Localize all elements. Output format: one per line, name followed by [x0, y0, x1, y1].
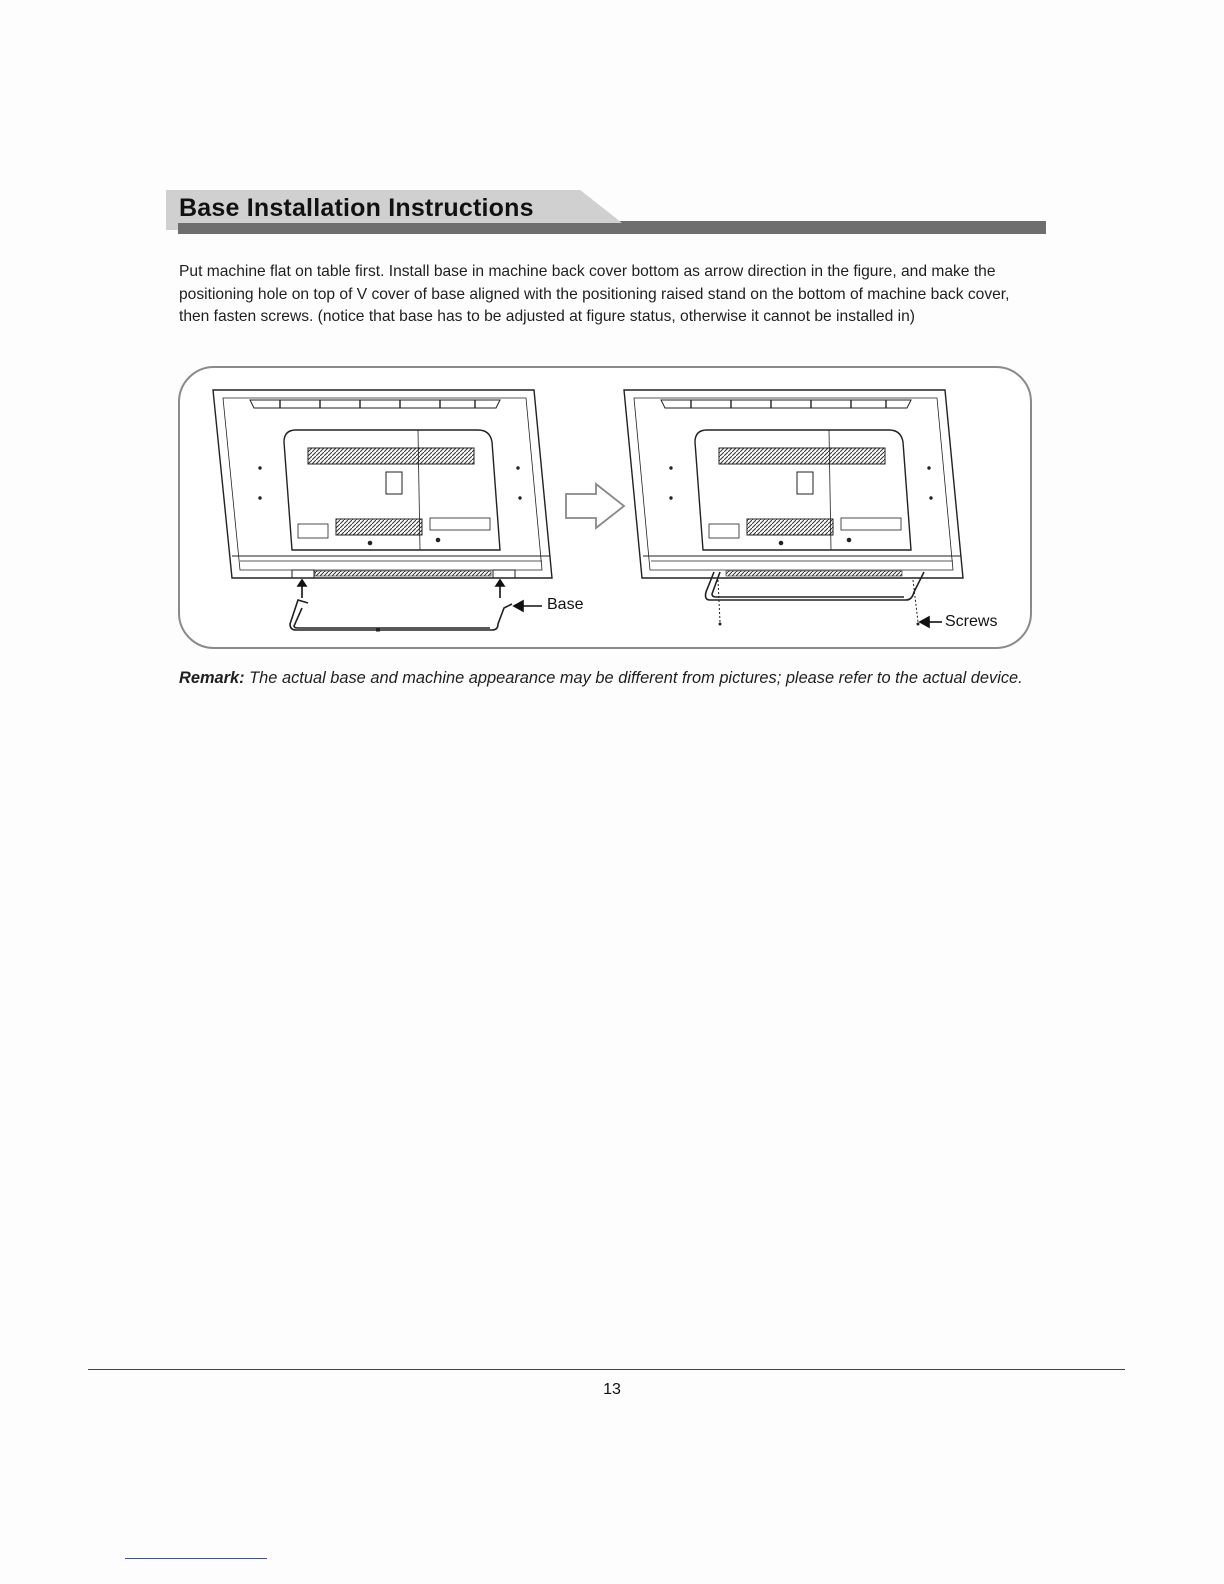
- tv-back-before: [213, 390, 552, 578]
- section-header: [166, 190, 1046, 235]
- remark-note: [179, 667, 1039, 690]
- base-callout-arrow: [514, 601, 542, 611]
- link-underline: [125, 1558, 267, 1559]
- insert-arrows: [298, 580, 504, 598]
- screws-callout-arrow: [920, 617, 942, 627]
- transition-arrow-icon: [566, 484, 624, 528]
- page-number: 13: [603, 1381, 621, 1398]
- installation-figure: [178, 366, 1032, 649]
- remark-text: The actual base and machine appearance may be different from pictures; please refer to the actual device.: [249, 669, 1023, 687]
- screw-guides: [718, 580, 918, 622]
- intro-paragraph: Put machine flat on table first. Install base in machine back cover bottom as arrow direction in the figure, and make the positioning hole on top of V cover of base aligned with the positioning raised stand on the bottom of machine back cover, then fasten screws. (notice that base has to be adjusted at figure status, otherwise it cannot be installed in): [179, 263, 1010, 326]
- base-label: Base: [547, 596, 584, 613]
- screws-icon: [719, 623, 920, 626]
- base-stand: [290, 600, 512, 630]
- tv-back-after: [624, 390, 963, 578]
- tv-base-diagram: [180, 368, 1034, 651]
- screws-label: Screws: [945, 613, 998, 630]
- remark-label: Remark:: [179, 669, 245, 687]
- section-title: Base Installation Instructions: [179, 194, 534, 222]
- footer-divider: [88, 1369, 1125, 1370]
